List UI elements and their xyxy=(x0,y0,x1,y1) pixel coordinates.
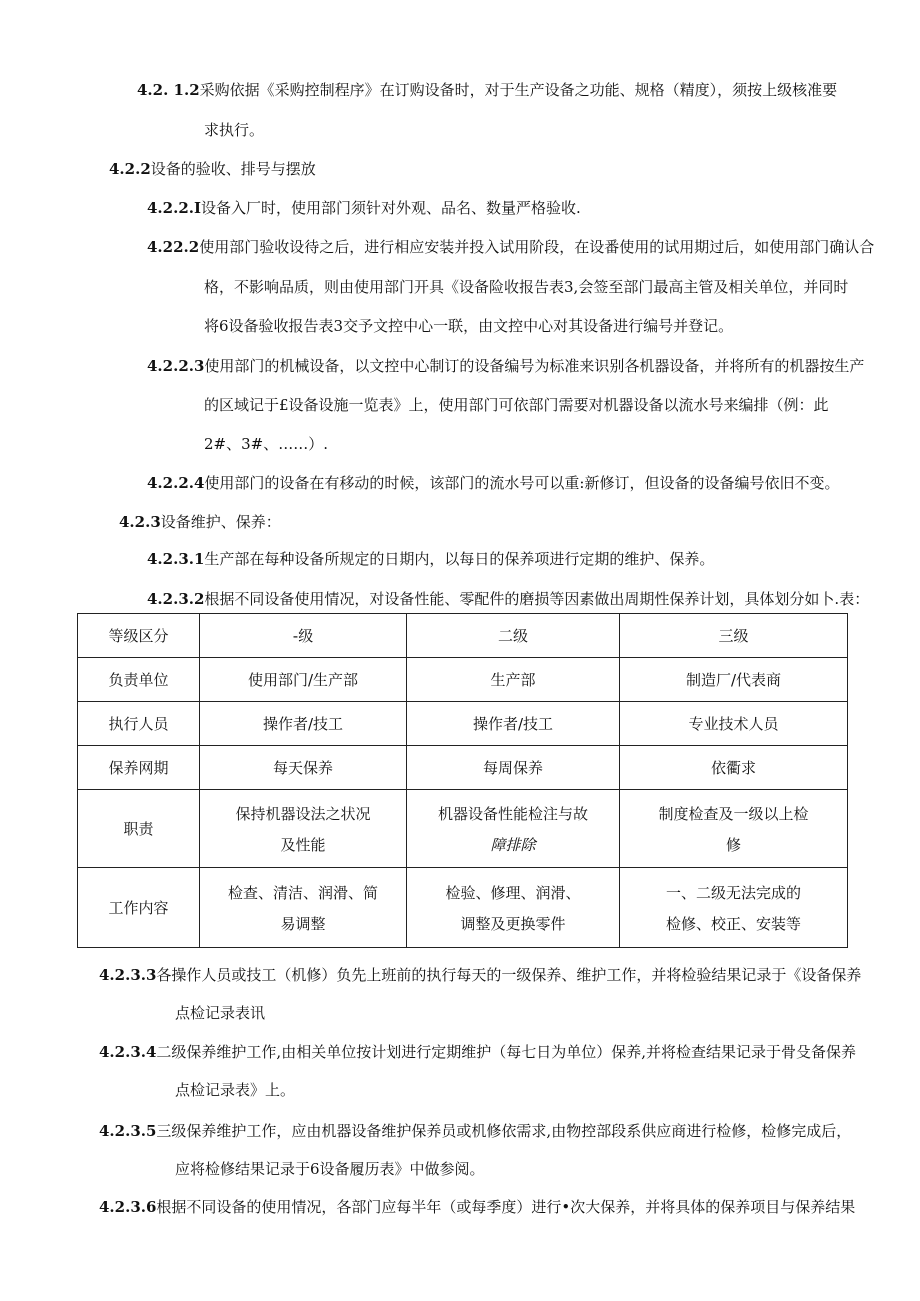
table-cell xyxy=(200,790,407,868)
clause-text: 根据不同设备使用情况，对设备性能、零配件的磨损等因素做出周期性保养计划，具体划分如卜.表： xyxy=(204,590,870,608)
clause-text: 采购依据《采购控制程序》在订购设备时，对于生产设备之功能、规格（精度），须按上级核准要 xyxy=(199,81,838,99)
table-row xyxy=(78,658,848,702)
table-cell xyxy=(407,868,620,948)
table-header-cell: -级 xyxy=(200,614,407,658)
table-row xyxy=(78,746,848,790)
clause-text: 的区域记于£设备设施一览表》上，使用部门可依部门需要对机器设备以流水号来编排（例：此 xyxy=(204,396,829,414)
clause-text: 应将检修结果记录于6设备履历表》中做参阅。 xyxy=(175,1160,485,1178)
table-cell xyxy=(200,868,407,948)
clause-number: 4.2.3.5 xyxy=(99,1122,157,1140)
clause-text: 设备的验收、排号与摆放 xyxy=(150,160,316,178)
cell-line: 调整及更换零件 xyxy=(460,914,566,933)
cell-line: 机器设备性能检注与故 xyxy=(437,804,588,823)
clause-number: 4.2.3 xyxy=(119,513,161,531)
paragraph xyxy=(204,315,733,337)
paragraph xyxy=(99,1041,856,1063)
clause-number: 4.2.3.4 xyxy=(99,1043,157,1061)
table-cell: 依衢求 xyxy=(620,746,848,790)
clause-number: 4.2.3.2 xyxy=(147,590,205,608)
section-heading xyxy=(119,511,281,533)
table-header-cell: 二级 xyxy=(407,614,620,658)
table-cell xyxy=(620,790,848,868)
cell-line: 制度检查及一级以上检 xyxy=(658,804,809,823)
table-cell: 操作者/技工 xyxy=(407,702,620,746)
clause-text: 设备维护、保养： xyxy=(160,513,281,531)
table-row xyxy=(78,702,848,746)
paragraph xyxy=(147,472,839,494)
section-heading xyxy=(109,158,316,180)
clause-number: 4.2.2.4 xyxy=(147,474,205,492)
clause-number: 4.2.2 xyxy=(109,160,151,178)
clause-text: 使用部门的机械设备，以文控中心制订的设备编号为标准来识别各机器设备，并将所有的机器按生产 xyxy=(204,357,865,375)
clause-text: 各操作人员或技工（机修）负先上班前的执行每天的一级保养、维护工作，并将检验结果记录于《设备保养 xyxy=(156,966,862,984)
paragraph xyxy=(204,394,829,416)
paragraph xyxy=(147,548,714,570)
cell-line: 修 xyxy=(725,835,741,854)
table-cell: 使用部门/生产部 xyxy=(200,658,407,702)
clause-number: 4.2.2.3 xyxy=(147,357,205,375)
clause-text: 求执行。 xyxy=(204,121,265,139)
paragraph xyxy=(204,276,848,298)
paragraph xyxy=(99,1196,855,1218)
cell-line: 易调整 xyxy=(280,914,326,933)
table-cell: 操作者/技工 xyxy=(200,702,407,746)
clause-number: 4.2.3.6 xyxy=(99,1198,157,1216)
clause-text: 点检记录表讯 xyxy=(175,1004,266,1022)
clause-text: 二级保养维护工作,由相关单位按计划进行定期维护（每七日为单位）保养,并将检查结果记录于骨殳备保养 xyxy=(156,1043,856,1061)
row-label: 职责 xyxy=(78,790,200,868)
table-cell xyxy=(620,868,848,948)
table-cell: 制造厂/代表商 xyxy=(620,658,848,702)
cell-line: 障排除 xyxy=(490,835,536,854)
table-row xyxy=(78,868,848,948)
clause-number: 4.2.3.1 xyxy=(147,550,205,568)
maintenance-level-table xyxy=(77,613,848,948)
paragraph xyxy=(137,79,837,101)
paragraph xyxy=(99,1120,851,1142)
clause-number: 4.22.2 xyxy=(147,238,200,256)
table-header-cell: 三级 xyxy=(620,614,848,658)
clause-number: 4.2.3.3 xyxy=(99,966,157,984)
table-cell: 生产部 xyxy=(407,658,620,702)
paragraph xyxy=(204,433,328,455)
table-cell xyxy=(407,790,620,868)
paragraph xyxy=(147,588,869,610)
table-cell: 专业技术人员 xyxy=(620,702,848,746)
cell-line: 保持机器设法之状况 xyxy=(235,804,371,823)
row-label: 负责单位 xyxy=(78,658,200,702)
cell-line: 一、二级无法完成的 xyxy=(665,883,801,902)
paragraph xyxy=(175,1002,265,1024)
clause-text: 使用部门验收设待之后，进行相应安装并投入试用阶段，在设番使用的试用期过后，如使用部门确认合 xyxy=(199,238,875,256)
paragraph xyxy=(147,355,864,377)
table-cell: 每周保养 xyxy=(407,746,620,790)
cell-line: 检修、校正、安装等 xyxy=(665,914,801,933)
table-cell: 每天保养 xyxy=(200,746,407,790)
paragraph xyxy=(175,1079,295,1101)
clause-text: 2#、3#、……）. xyxy=(204,435,328,453)
clause-text: 三级保养维护工作，应由机器设备维护保养员或机修依需求,由物控部段系供应商进行检修，检修完成后， xyxy=(156,1122,852,1140)
clause-number: 4.2. 1.2 xyxy=(137,81,200,99)
clause-text: 生产部在每种设备所规定的日期内，以每日的保养项进行定期的维护、保养。 xyxy=(204,550,715,568)
row-label: 工作内容 xyxy=(78,868,200,948)
cell-line: 及性能 xyxy=(280,835,326,854)
clause-text: 使用部门的设备在有移动的时候，该部门的流水号可以重:新修订，但设备的设备编号依旧不变。 xyxy=(204,474,840,492)
clause-text: 根据不同设备的使用情况，各部门应每半年（或每季度）进行•次大保养，并将具体的保养项目与保养结果 xyxy=(156,1198,856,1216)
clause-text: 点检记录表》上。 xyxy=(175,1081,296,1099)
paragraph xyxy=(147,197,581,219)
clause-text: 格，不影响品质，则由使用部门开具《设备险收报告表3,会签至部门最高主管及相关单位，并同时 xyxy=(204,278,849,296)
paragraph xyxy=(175,1158,485,1180)
row-label: 执行人员 xyxy=(78,702,200,746)
paragraph xyxy=(147,236,874,258)
cell-line: 检验、修理、润滑、 xyxy=(445,883,581,902)
table-row xyxy=(78,790,848,868)
paragraph xyxy=(204,119,264,141)
clause-number: 4.2.2.I xyxy=(147,199,201,217)
paragraph xyxy=(99,964,861,986)
table-header-cell: 等级区分 xyxy=(78,614,200,658)
clause-text: 将6设备验收报告表3交予文控中心一联，由文控中心对其设备进行编号并登记。 xyxy=(204,317,734,335)
table-header-row xyxy=(78,614,848,658)
cell-line: 检查、清洁、润滑、简 xyxy=(227,883,378,902)
row-label: 保养网期 xyxy=(78,746,200,790)
clause-text: 设备入厂时，使用部门须针对外观、品名、数量严格验收. xyxy=(201,199,581,217)
